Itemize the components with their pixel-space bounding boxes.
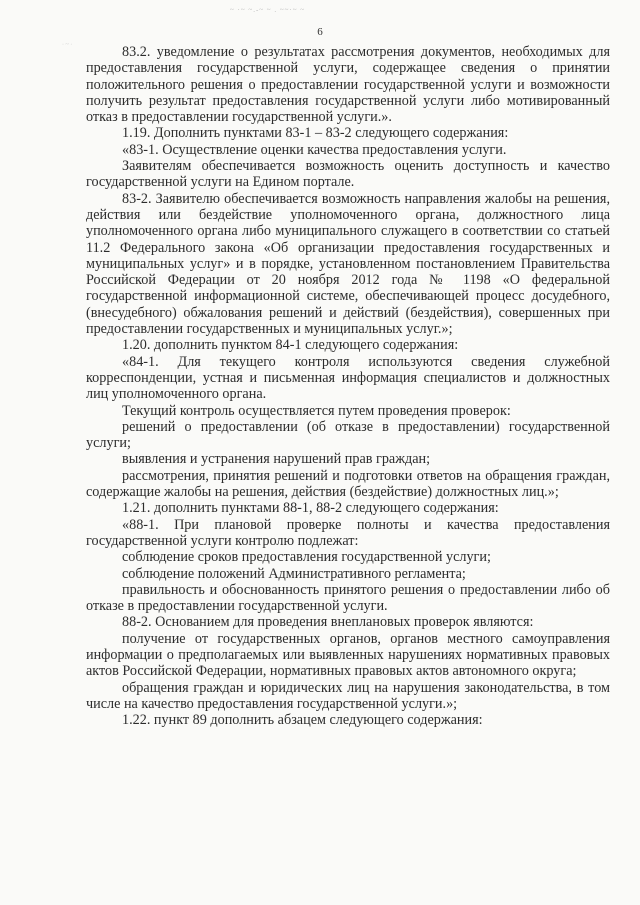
scan-artifact: ~ ·~ ~.-~ ~ . ~~·~ ~ bbox=[230, 6, 306, 14]
paragraph-84-1: «84-1. Для текущего контроля используются сведения служебной корреспонденции, устная и письменная информация специалистов и должностных лиц уполномоченного органа. bbox=[86, 353, 610, 403]
scan-artifact-left: · ~ · bbox=[62, 42, 73, 48]
paragraph-1-19: 1.19. Дополнить пунктами 83-1 – 83-2 следующего содержания: bbox=[122, 125, 509, 142]
paragraph-83-2-complaint: 83-2. Заявителю обеспечивается возможность направления жалобы на решения, действия или бездействие уполномоченного органа, должностного лица уполномоченного органа либо муниципального служащего в соответствии со статьей 11.2 Федерального закона «Об организации предоставления государственных и муниципальных услуг» и в порядке, установленном постановлением Правительства Российской Федерации от 20 ноября 2012 года № 1198 «О федеральной государственной информационной системе, обеспечивающей процесс досудебного, (внесудебного) обжалования решений и действий (бездействия), совершенных при предоставлении государственных и муниципальных услуг.»; bbox=[86, 190, 610, 338]
paragraph-citizen-appeals: обращения граждан и юридических лиц на нарушения законодательства, в том числе на качество предоставления государственной услуги.»; bbox=[86, 679, 610, 712]
paragraph-control-decisions: решений о предоставлении (об отказе в предоставлении) государственной услуги; bbox=[86, 418, 610, 452]
paragraph-83-1: «83-1. Осуществление оценки качества предоставления услуги. bbox=[122, 141, 507, 158]
paragraph-info-receipt: получение от государственных органов, органов местного самоуправления информации о предполагаемых или выявленных нарушениях нормативных правовых актов Российской Федерации, нормативных правовых актов автономного округа; bbox=[86, 630, 610, 680]
document-body bbox=[86, 44, 610, 728]
page-number: 6 bbox=[317, 26, 323, 38]
paragraph-deadlines: соблюдение сроков предоставления государственной услуги; bbox=[122, 549, 491, 566]
paragraph-correctness: правильность и обоснованность принятого решения о предоставлении либо об отказе в предоставлении государственной услуги. bbox=[86, 581, 610, 615]
paragraph-83-2: 83.2. уведомление о результатах рассмотрения документов, необходимых для предоставления государственной услуги, содержащее сведения о принятии положительного решения о предоставлении государственной услуги и возможности получить результат предоставления государственной услуги либо мотивированный отказ в предоставлении государственной услуги.». bbox=[86, 44, 610, 126]
paragraph-current-control: Текущий контроль осуществляется путем проведения проверок: bbox=[122, 402, 511, 419]
paragraph-83-1-text: Заявителям обеспечивается возможность оценить доступность и качество государственной услуги на Едином портале. bbox=[86, 158, 610, 191]
paragraph-1-20: 1.20. дополнить пунктом 84-1 следующего содержания: bbox=[122, 337, 459, 354]
paragraph-1-22: 1.22. пункт 89 дополнить абзацем следующего содержания: bbox=[122, 712, 483, 729]
paragraph-88-2: 88-2. Основанием для проведения внеплановых проверок являются: bbox=[122, 614, 534, 631]
paragraph-regulations: соблюдение положений Административного регламента; bbox=[122, 565, 466, 582]
paragraph-control-violations: выявления и устранения нарушений прав граждан; bbox=[122, 451, 431, 468]
paragraph-control-appeals: рассмотрения, принятия решений и подготовки ответов на обращения граждан, содержащие жалобы на решения, действия (бездействие) должностных лиц.»; bbox=[86, 467, 610, 501]
paragraph-1-21: 1.21. дополнить пунктами 88-1, 88-2 следующего содержания: bbox=[122, 500, 499, 517]
paragraph-88-1: «88-1. При плановой проверке полноты и качества предоставления государственной услуги контролю подлежат: bbox=[86, 516, 610, 549]
